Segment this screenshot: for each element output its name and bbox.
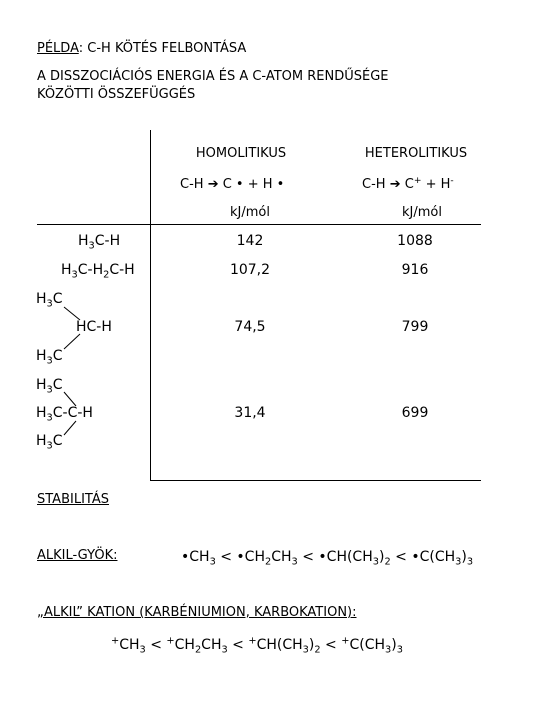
title-suffix: : C-H KÖTÉS FELBONTÁSA: [78, 41, 247, 56]
isobutane-methyl-top: $H_3C$: [36, 377, 63, 396]
unit-heterolytic: kJ/mól: [402, 205, 442, 220]
row4-homolytic: 31,4: [234, 405, 266, 421]
radical-label: ALKIL-GYÖK:: [37, 548, 118, 563]
propane-bond-bottom: [64, 334, 80, 349]
isobutane-methyl-bottom: $H_3C$: [36, 433, 63, 452]
column-header-heterolytic: HETEROLITIKUS: [364, 146, 468, 161]
propane-methyl-bottom: $H_3C$: [36, 348, 63, 367]
unit-homolytic: kJ/mól: [230, 205, 270, 220]
row2-homolytic: 107,2: [229, 262, 271, 278]
row3-homolytic: 74,5: [234, 319, 266, 335]
cation-label: „ALKIL” KATION (KARBÉNIUMION, KARBOKATION):: [37, 605, 357, 620]
title-prefix: PÉLDA: [37, 41, 79, 56]
isobutane-bond-top: [64, 392, 76, 406]
propane-methyl-top: $H_3C$: [36, 291, 63, 310]
isobutane-center: $H_3C-C-H$: [36, 405, 93, 424]
propane-bond-top: [64, 307, 80, 320]
isobutane-bond-bottom: [64, 421, 76, 435]
compound-ethane: $H_3C-H_2C-H$: [61, 262, 135, 281]
reaction-homolytic: C-H ➔ C • + H •: [180, 177, 285, 192]
radical-series: $•CH_3$ < $•CH_2CH_3$ < $•CH(CH_3)_2$ < $•C(CH_3)_3$: [181, 549, 474, 568]
row2-heterolytic: 916: [401, 262, 429, 278]
subtitle-line-2: KÖZÖTTI ÖSSZEFÜGGÉS: [37, 87, 196, 102]
row1-homolytic: 142: [236, 233, 264, 249]
propane-center: HC-H: [76, 319, 112, 335]
row4-heterolytic: 699: [401, 405, 429, 421]
subtitle-line-1: A DISSZOCIÁCIÓS ENERGIA ÉS A C-ATOM RENDŰSÉGE: [37, 69, 389, 84]
stability-heading: STABILITÁS: [37, 492, 109, 507]
row3-heterolytic: 799: [401, 319, 429, 335]
compound-methane: $H_3C-H$: [78, 233, 121, 252]
reaction-heterolytic: C-H ➔ C+ + H-: [362, 176, 454, 192]
column-header-homolytic: HOMOLITIKUS: [195, 146, 287, 161]
cation-series: $^+CH_3 < ^+CH_2CH_3 < ^+CH(CH_3)_2 < ^+C(CH_3)_3$: [111, 635, 403, 656]
row1-heterolytic: 1088: [397, 233, 433, 249]
